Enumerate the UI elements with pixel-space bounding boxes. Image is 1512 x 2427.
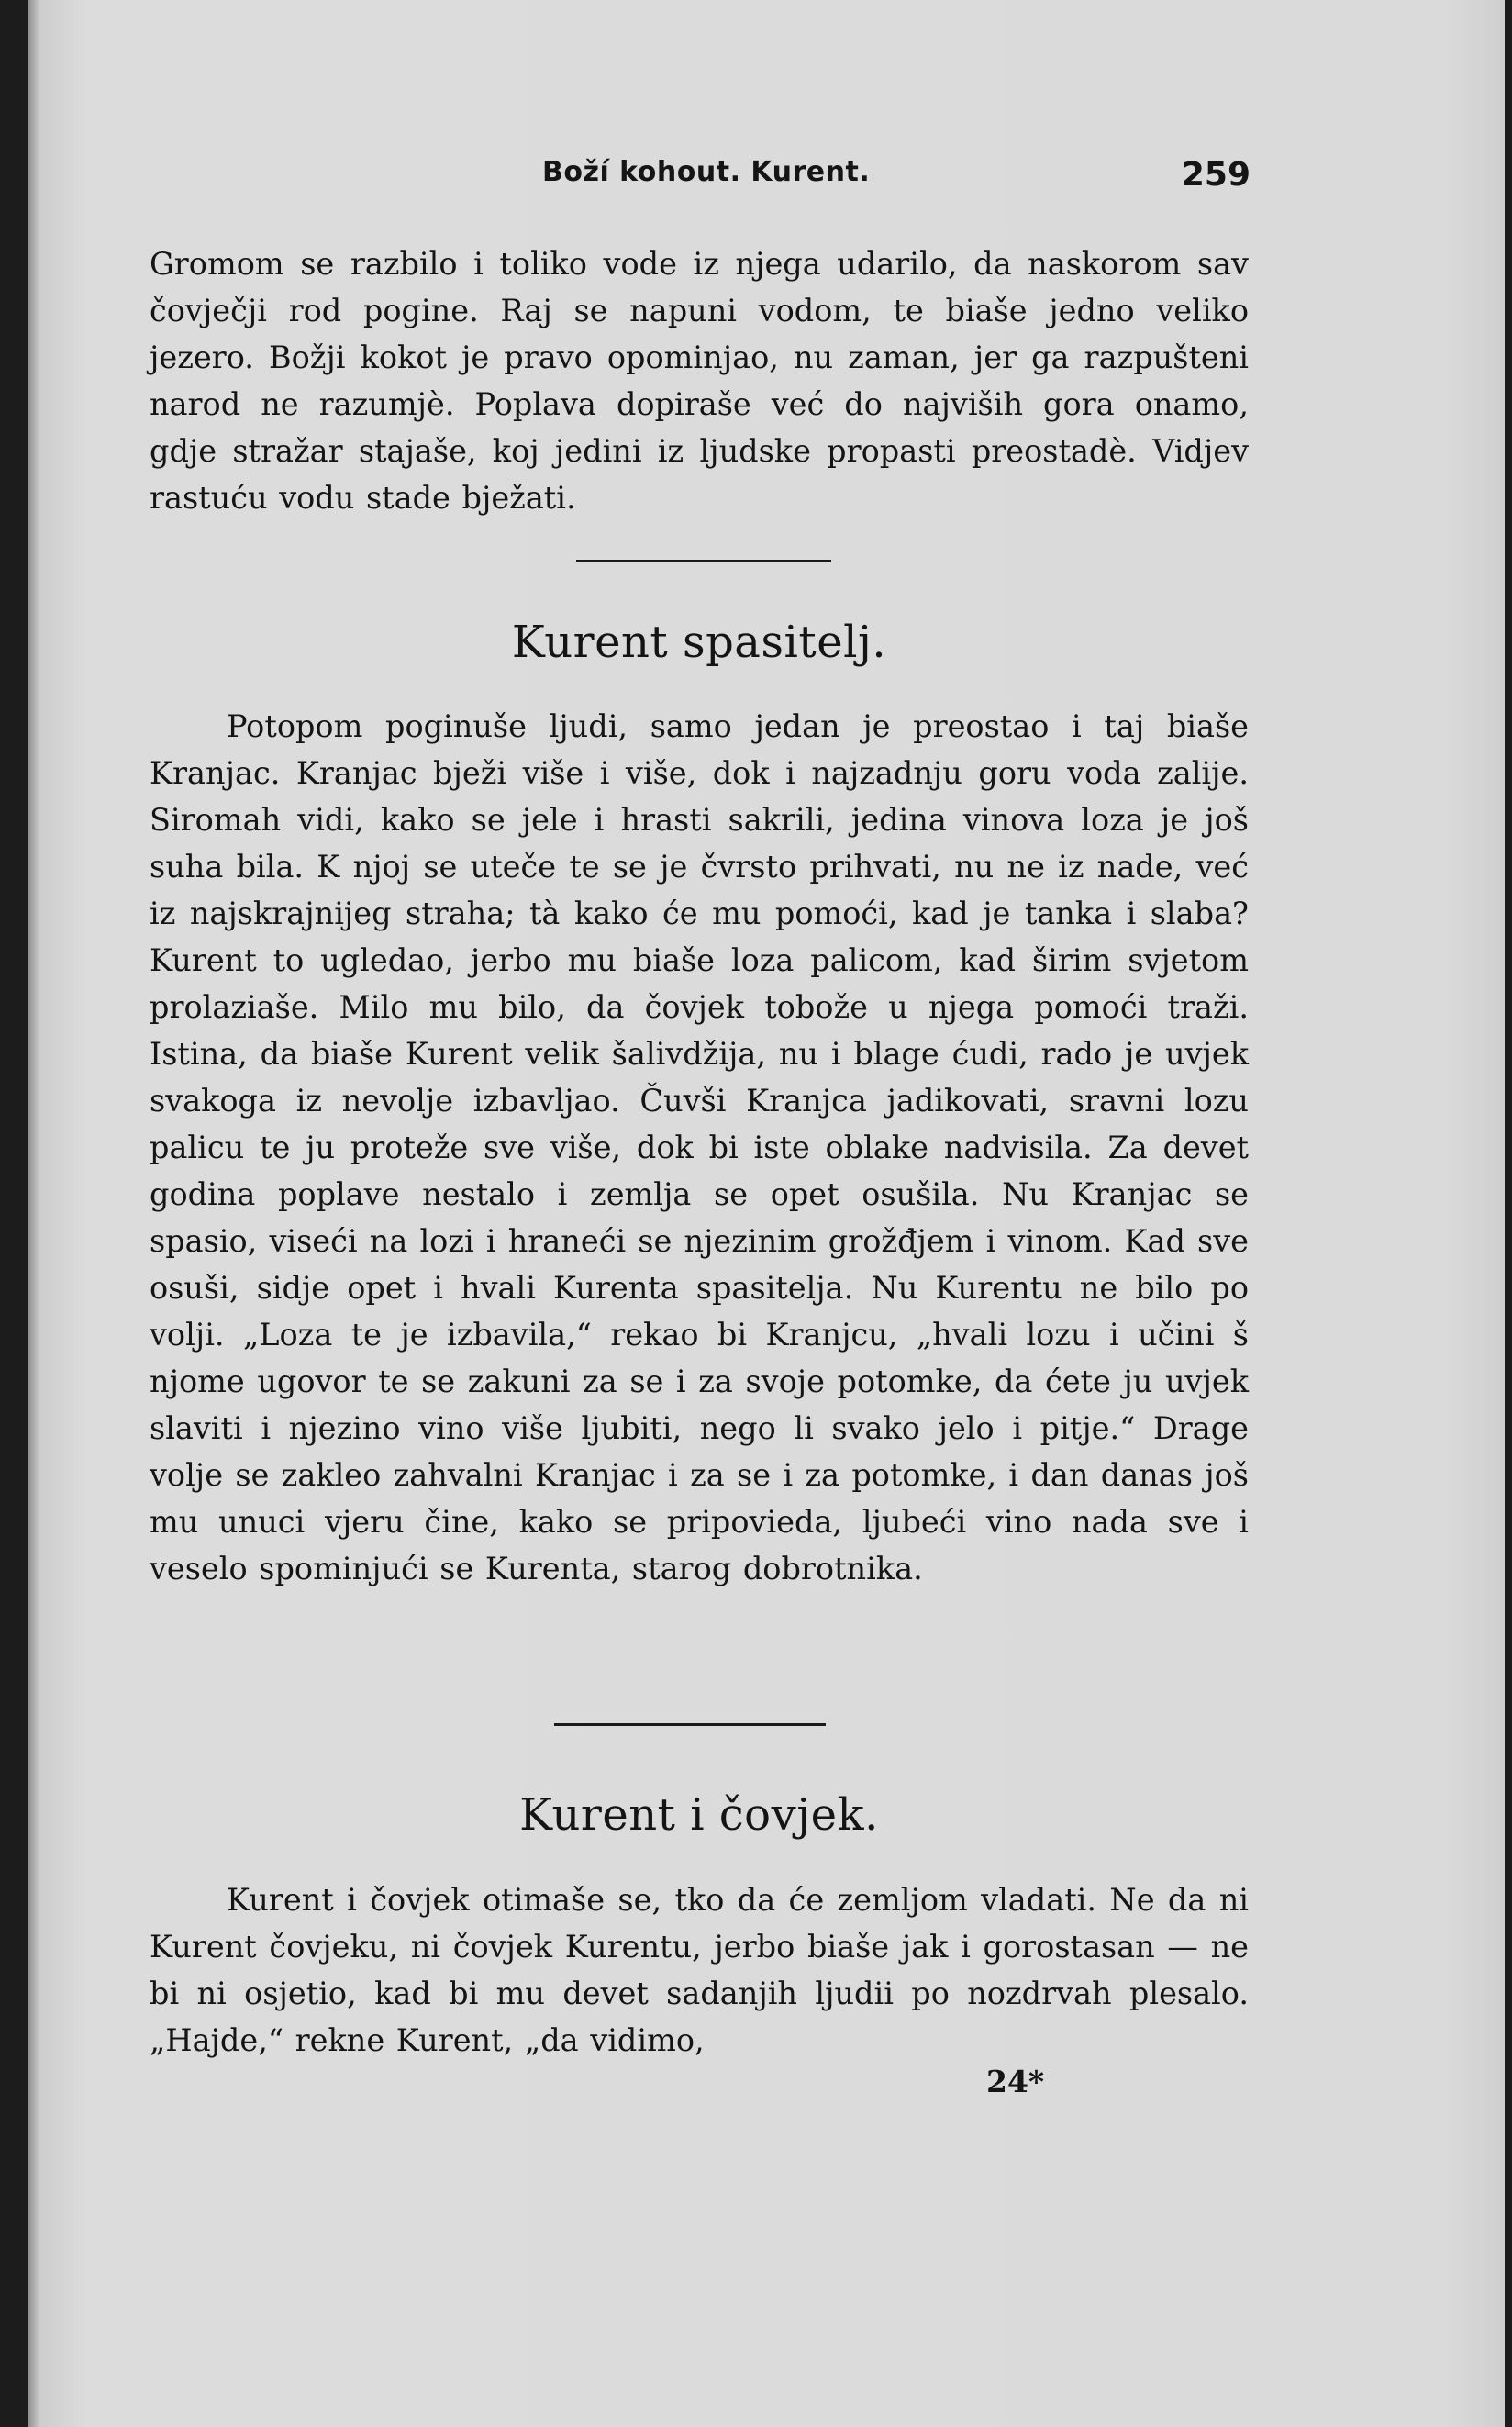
running-title: Boží kohout. Kurent. bbox=[542, 156, 871, 188]
section-title-kurent-i-covjek: Kurent i čovjek. bbox=[519, 1789, 879, 1841]
intro-text-block bbox=[150, 240, 1249, 521]
section-title-kurent-spasitelj: Kurent spasitelj. bbox=[511, 617, 887, 668]
printer-signature-mark: 24* bbox=[986, 2064, 1045, 2099]
page-number: 259 bbox=[1181, 156, 1251, 194]
section1-text-block bbox=[150, 703, 1249, 1592]
page-edge-shadow bbox=[28, 0, 40, 2427]
section2-paragraph: Kurent i čovjek otimaše se, tko da će zemljom vladati. Ne da ni Kurent čovjeku, ni čovjek Kurentu, jerbo biaše jak i gorostasan — ne bi ni osjetio, kad bi mu devet sadanjih ljudii po nozdrvah plesalo. „Hajde,“ rekne Kurent, „da vidimo, bbox=[150, 1882, 1249, 2058]
intro-paragraph: Gromom se razbilo i toliko vode iz njega udarilo, da naskorom sav čovječji rod pogine. Raj se napuni vodom, te biaše jedno veliko jezero. Božji kokot je pravo opominjao, nu zaman, jer ga razpušteni narod ne razumjè. Poplava dopiraše već do najviših gora onamo, gdje stražar stajaše, koj jedini iz ljudske propasti preostadè. Vidjev rastuću vodu stade bježati. bbox=[150, 246, 1249, 516]
section2-text-block bbox=[150, 1876, 1249, 2064]
running-header bbox=[150, 156, 1251, 202]
section-divider-2 bbox=[554, 1723, 826, 1726]
section-divider-1 bbox=[576, 560, 831, 562]
section1-paragraph: Potopom poginuše ljudi, samo jedan je preostao i taj biaše Kranjac. Kranjac bježi više i više, dok i najzadnju goru voda zalije. Siromah vidi, kako se jele i hrasti sakrili, jedina vinova loza je još suha bila. K njoj se uteče te se je čvrsto prihvati, nu ne iz nade, već iz najskrajnijeg straha; tà kako će mu pomoći, kad je tanka i slaba? Kurent to ugledao, jerbo mu biaše loza palicom, kad širim svjetom prolaziaše. Milo mu bilo, da čovjek tobože u njega pomoći traži. Istina, da biaše Kurent velik šalivdžija, nu i blage ćudi, rado je uvjek svakoga iz nevolje izbavljao. Čuvši Kranjca jadikovati, sravni lozu palicu te ju proteže sve više, dok bi iste oblake nadvisila. Za devet godina poplave nestalo i zemlja se opet osušila. Nu Kranjac se spasio, viseći na lozi i hraneći se njezinim grožđjem i vinom. Kad sve osuši, sidje opet i hvali Kurenta spasitelja. Nu Kurentu ne bilo po volji. „Loza te je izbavila,“ rekao bi Kranjcu, „hvali lozu i učini š njome ugovor te se zakuni za se i za svoje potomke, da ćete ju uvjek slaviti i njezino vino više ljubiti, nego li svako jelo i pitje.“ Drage volje se zakleo zahvalni Kranjac i za se i za potomke, i dan danas još mu unuci vjeru čine, kako se pripovieda, ljubeći vino nada sve i veselo spominjući se Kurenta, starog dobrotnika. bbox=[150, 708, 1249, 1586]
